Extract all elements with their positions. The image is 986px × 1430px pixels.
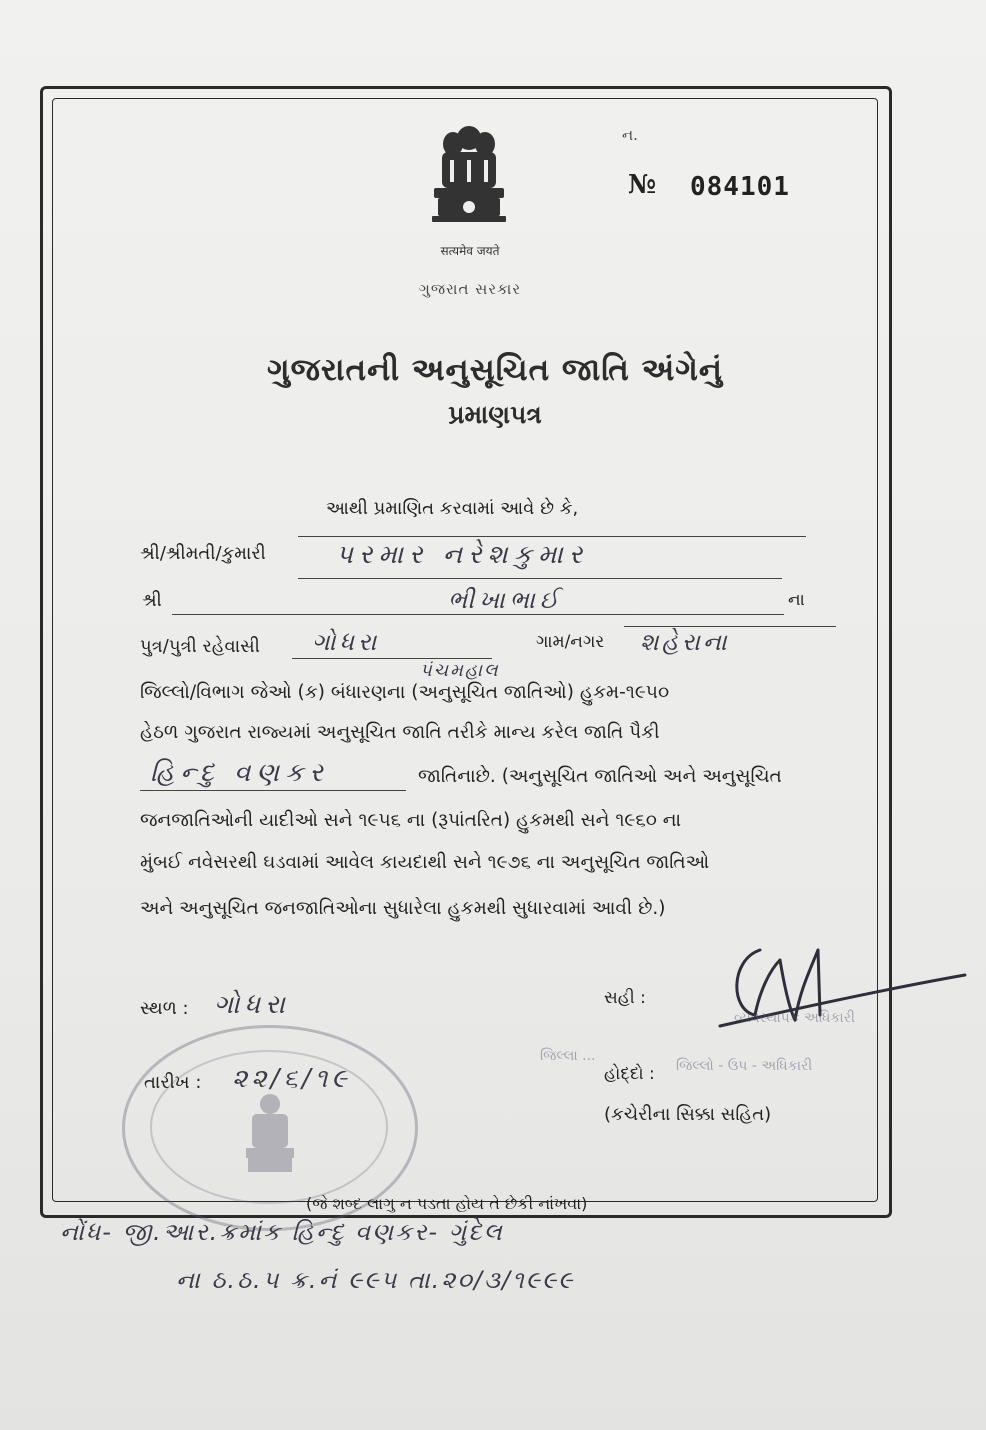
- handwritten-caste: હિન્દુ વણકર: [150, 758, 329, 788]
- father-label: શ્રી: [142, 590, 162, 611]
- handwritten-note-line2: ના ઠ.ઠ.૫ ક્ર.નં ૯૯૫ તા.૨૦/૩/૧૯૯૯: [176, 1266, 575, 1294]
- cert-number-symbol: №: [628, 170, 657, 200]
- cert-number-mark: ન.: [622, 126, 638, 144]
- stamp-text-line3: વ્યવસ્થાપક અધિકારી: [734, 1010, 855, 1026]
- intro-text: આથી પ્રમાણિત કરવામાં આવે છે કે,: [326, 498, 579, 519]
- father-suffix: ના: [788, 590, 805, 610]
- handwritten-father: ભીખાભાઈ: [448, 586, 564, 614]
- handwritten-residence: ગોધરા: [312, 628, 381, 656]
- cert-number-value: 084101: [690, 172, 790, 202]
- national-emblem-icon: [428, 120, 510, 232]
- name-rule-top: [298, 536, 806, 537]
- emblem-motto: सत्यमेव जयते: [440, 244, 500, 258]
- paragraph-line-e: અને અનુસૂચિત જનજાતિઓના સુધારેલા હુકમથી સુધારવામાં આવી છે.): [140, 898, 666, 919]
- certificate-title: ગુજરાતની અનુસૂચિત જાતિ અંગેનું: [266, 352, 724, 388]
- handwritten-note-line1: નોંધ- જી.આર.ક્રમાંક હિન્દુ વણકર- ગુંદેલ: [60, 1218, 504, 1246]
- certificate-subtitle: પ્રમાણપત્ર: [448, 400, 542, 429]
- stamp-text-line2: જિલ્લો - ઉપ - અધિકારી: [676, 1058, 813, 1074]
- handwritten-date: ૨૨/૬/૧૯: [232, 1064, 351, 1094]
- residence-rule: [292, 658, 492, 659]
- place-label: સ્થળ :: [140, 998, 189, 1019]
- district-line: જિલ્લો/વિભાગ જેઓ (ક) બંધારણના (અનુસૂચિત જાતિઓ) હુકમ-૧૯૫૦: [140, 682, 670, 703]
- caste-rule: [140, 790, 406, 791]
- designation-label: હોદ્દો :: [604, 1064, 655, 1084]
- name-label: શ્રી/શ્રીમતી/કુમારી: [140, 543, 266, 564]
- date-label: તારીખ :: [144, 1072, 202, 1093]
- paragraph-line-a: હેઠળ ગુજરાત રાજ્યમાં અનુસૂચિત જાતિ તરીકે માન્ય કરેલ જાતિ પૈકી: [140, 722, 660, 743]
- office-seal-note: (કચેરીના સિક્કા સહિત): [604, 1104, 772, 1125]
- seal-emblem-icon: [240, 1090, 300, 1180]
- handwritten-name: પરમાર નરેશકુમાર: [336, 540, 589, 570]
- paragraph-line-b: જાતિનાછે. (અનુસૂચિત જાતિઓ અને અનુસૂચિત: [418, 766, 782, 787]
- signature-label: સહી :: [604, 988, 646, 1008]
- village-label: ગામ/નગર: [536, 632, 605, 652]
- paragraph-line-c: જનજાતિઓની યાદીઓ સને ૧૯૫૬ ના (રૂપાંતરિત) હુકમથી સને ૧૯૬૦ ના: [140, 810, 682, 831]
- strike-note: (જે શબ્દ લાગુ ન પડતા હોય તે છેકી નાંખવા): [306, 1194, 588, 1213]
- residence-label: પુત્ર/પુત્રી રહેવાસી: [140, 636, 260, 657]
- government-name: ગુજરાત સરકાર: [418, 280, 522, 298]
- handwritten-place: ગોધરા: [214, 990, 290, 1020]
- paragraph-line-d: મુંબઈ નવેસરથી ઘડવામાં આવેલ કાયદાથી સને ૧૯૭૬ ના અનુસૂચિત જાતિઓ: [140, 852, 710, 873]
- handwritten-village: શહેરાના: [640, 628, 730, 656]
- handwritten-village-extra: પંચમહાલ: [420, 660, 500, 681]
- father-rule: [172, 614, 784, 615]
- name-rule: [298, 578, 782, 579]
- village-rule: [624, 626, 836, 627]
- stamp-text-line1: જિલ્લા ...: [540, 1048, 596, 1064]
